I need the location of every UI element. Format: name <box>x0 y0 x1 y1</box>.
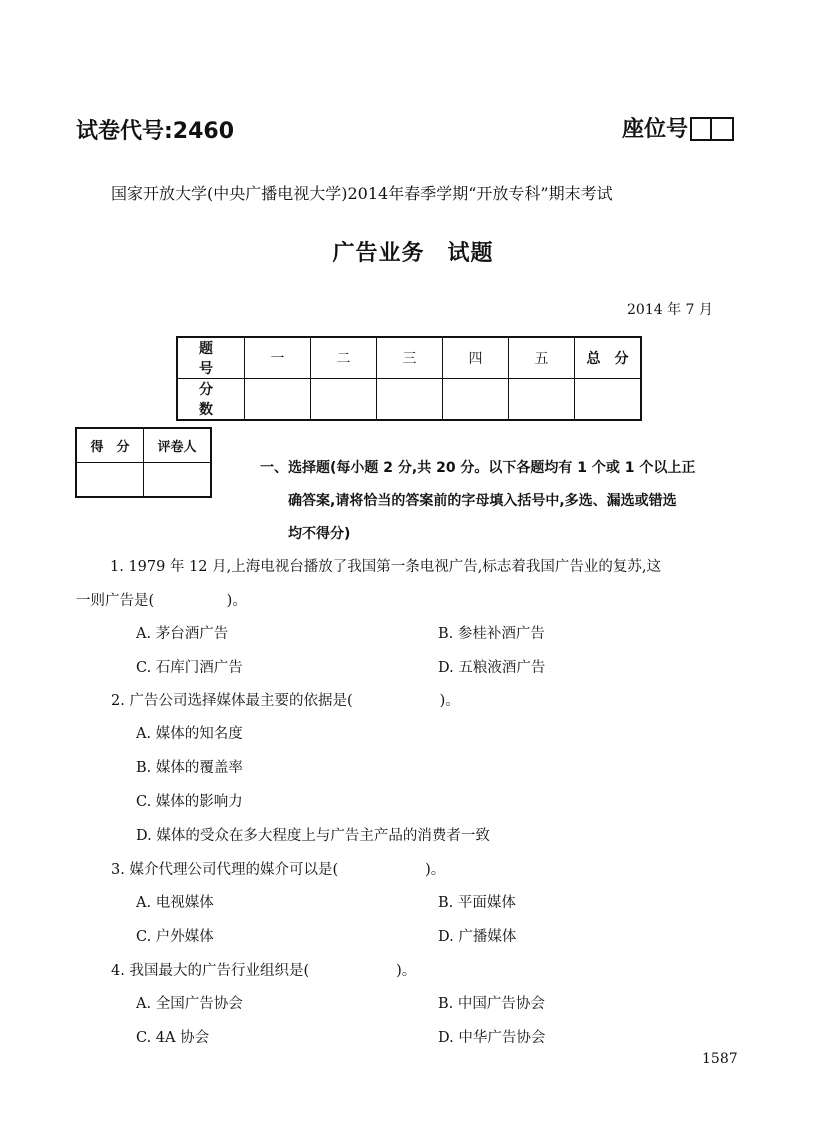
score-table-col: 五 <box>509 337 575 379</box>
question-1-option-c: C. 石库门酒广告 <box>136 660 243 676</box>
score-table-header-label: 题 号 <box>177 337 245 379</box>
score-cell <box>377 379 443 421</box>
seat-box <box>690 117 712 141</box>
grader-name-cell <box>144 463 212 498</box>
question-2-option-d: D. 媒体的受众在多大程度上与广告主产品的消费者一致 <box>136 828 490 844</box>
score-table <box>176 336 642 421</box>
question-3-stem: 3. 媒介代理公司代理的媒介可以是( )。 <box>111 862 446 878</box>
question-1-stem-cont: 一则广告是( )。 <box>76 593 247 609</box>
score-cell <box>509 379 575 421</box>
grader-table <box>75 427 212 498</box>
question-3-option-b: B. 平面媒体 <box>438 895 516 911</box>
question-4-option-a: A. 全国广告协会 <box>136 996 243 1012</box>
question-2-stem: 2. 广告公司选择媒体最主要的依据是( )。 <box>111 693 460 709</box>
score-cell <box>245 379 311 421</box>
question-3-option-c: C. 户外媒体 <box>136 929 214 945</box>
question-1-option-a: A. 茅台酒广告 <box>136 626 229 642</box>
section-instructions <box>260 452 752 551</box>
score-row-label: 分 数 <box>177 379 245 421</box>
question-2-option-c: C. 媒体的影响力 <box>136 794 243 810</box>
seat-number <box>622 112 734 143</box>
score-table-col: 四 <box>443 337 509 379</box>
question-4-stem: 4. 我国最大的广告行业组织是( )。 <box>111 963 417 979</box>
question-1-stem: 1. 1979 年 12 月,上海电视台播放了我国第一条电视广告,标志着我国广告业的复苏,这 <box>110 559 661 575</box>
score-cell <box>575 379 642 421</box>
question-4-option-b: B. 中国广告协会 <box>438 996 545 1012</box>
score-cell <box>311 379 377 421</box>
question-3-option-a: A. 电视媒体 <box>136 895 214 911</box>
question-2-option-b: B. 媒体的覆盖率 <box>136 760 243 776</box>
grader-score-label: 得 分 <box>76 428 144 463</box>
score-table-col: 二 <box>311 337 377 379</box>
score-cell <box>443 379 509 421</box>
paper-code: 试卷代号:2460 <box>76 119 235 144</box>
section-line: 均不得分) <box>288 526 351 542</box>
seat-box <box>712 117 734 141</box>
question-1-option-d: D. 五粮液酒广告 <box>438 660 546 676</box>
section-line: 一、选择题(每小题 2 分,共 20 分。以下各题均有 1 个或 1 个以上正 <box>260 460 696 476</box>
score-table-col: 一 <box>245 337 311 379</box>
seat-boxes <box>690 117 734 141</box>
question-2-option-a: A. 媒体的知名度 <box>136 726 243 742</box>
exam-date: 2014 年 7 月 <box>627 302 713 318</box>
question-4-option-c: C. 4A 协会 <box>136 1030 210 1046</box>
question-1-option-b: B. 参桂补酒广告 <box>438 626 545 642</box>
section-line: 确答案,请将恰当的答案前的字母填入括号中,多选、漏选或错选 <box>288 493 677 509</box>
paper-title: 广告业务 试题 <box>332 241 494 266</box>
grader-score-cell <box>76 463 144 498</box>
score-table-col: 三 <box>377 337 443 379</box>
question-4-option-d: D. 中华广告协会 <box>438 1030 546 1046</box>
question-3-option-d: D. 广播媒体 <box>438 929 517 945</box>
exam-name: 国家开放大学(中央广播电视大学)2014年春季学期“开放专科”期末考试 <box>111 184 613 203</box>
seat-label: 座位号 <box>622 117 689 142</box>
score-table-total: 总 分 <box>575 337 642 379</box>
grader-name-label: 评卷人 <box>144 428 212 463</box>
page-number: 1587 <box>702 1051 738 1067</box>
